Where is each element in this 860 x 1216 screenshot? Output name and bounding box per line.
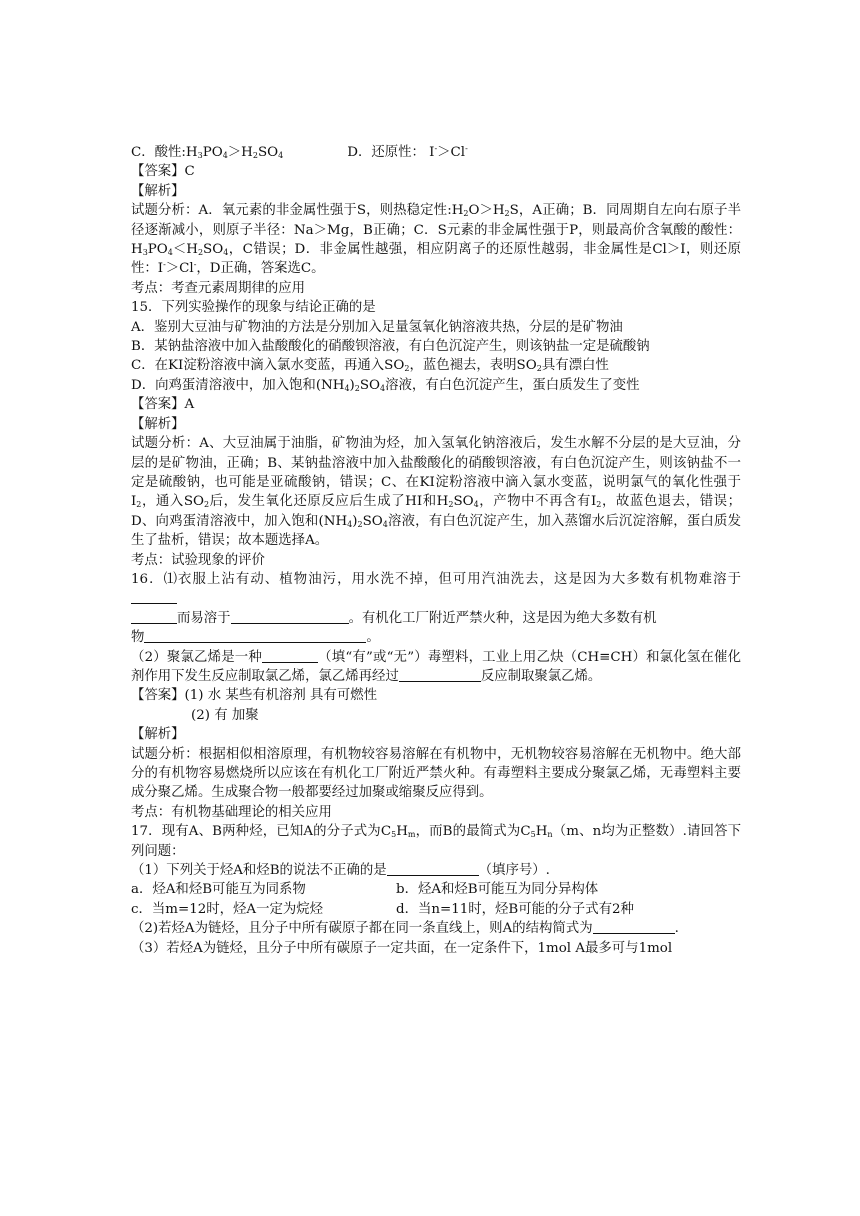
q15-analysis-heading: 【解析】 — [131, 416, 185, 432]
q14-kaodian: 考点：考查元素周期律的应用 — [131, 280, 306, 296]
q14-options-cd — [131, 143, 741, 162]
q15-option-a: A．鉴别大豆油与矿物油的方法是分别加入足量氢氧化钠溶液共热，分层的是矿物油 — [131, 319, 623, 335]
q16-part2: （2）聚氯乙烯是一种 （填“有”或“无”）毒塑料，工业上用乙炔（CH≡CH）和氯化氢在催化剂作用下发生反应制取氯乙烯，氯乙烯再经过 反应制取聚氯乙烯。 — [131, 649, 741, 684]
q16-part1-cont: 而易溶于 。有机化工厂附近严禁火种，这是因为绝大多数有机 — [131, 609, 741, 628]
document-page — [131, 143, 741, 958]
q17-option-a: a．烃A和烃B可能互为同系物 — [131, 882, 306, 898]
answer-blank[interactable] — [593, 920, 675, 934]
q14-option-c: C．酸性$:H_3PO_4>H_2SO_4$ — [131, 145, 284, 160]
q16-part1: 16．⑴衣服上沾有动、植物油污，用水洗不掉，但可用汽油洗去，这是因为大多数有机物难溶于 — [131, 570, 741, 609]
answer-blank[interactable] — [144, 629, 366, 643]
q16-analysis: 试题分析：根据相似相溶原理，有机物较容易溶解在有机物中，无机物较容易溶解在无机物中。绝大部分的有机物容易燃烧所以应该在有机化工厂附近严禁火种。有毒塑料主要成分聚氯乙烯，无毒塑料主要成分聚乙烯。生成聚合物一般都要经过加聚或缩聚反应得到。 — [131, 746, 741, 801]
answer-blank[interactable] — [131, 610, 177, 624]
q16-answer: 【答案】(1) 水 某些有机溶剂 具有可燃性 — [131, 688, 377, 704]
q14-analysis: 试题分析：A．氧元素的非金属性强于S，则热稳定性$:H_2O>H_2S$，A正确；B．同周期自左向右原子半径逐渐减小，则原子半径：Na＞Mg，B正确；C．S元素的非金属性强于P，则最高价含氧酸的酸性：$H_3PO_4<H_2SO_4$，C错误；D．非金属性越强，相应阴离子的还原性越弱，非金属性是Cl＞I，则还原性：I-＞Cl-，D正确，答案选C。 — [131, 203, 742, 277]
answer-blank[interactable] — [262, 649, 318, 663]
q17-stem: 17．现有A、B两种烃，已知A的分子式为$C_5H_m$，而B的最简式为$C_5H_n(m$、n均为正整数）.请回答下列问题： — [131, 824, 741, 859]
q15-option-b: B．某钠盐溶液中加入盐酸酸化的硝酸钡溶液，有白色沉淀产生，则该钠盐一定是硫酸钠 — [131, 339, 650, 355]
answer-blank[interactable] — [387, 862, 479, 876]
q17-options-cd — [131, 900, 741, 919]
q15-answer: 【答案】A — [131, 397, 195, 413]
answer-blank[interactable] — [231, 610, 349, 624]
q15-stem: 15．下列实验操作的现象与结论正确的是 — [131, 300, 376, 316]
q16-kaodian: 考点：有机物基础理论的相关应用 — [131, 804, 332, 820]
q14-answer: 【答案】C — [131, 164, 195, 180]
answer-blank[interactable] — [131, 590, 177, 604]
q17-options-ab — [131, 880, 741, 899]
q16-analysis-heading: 【解析】 — [131, 727, 185, 743]
q17-option-d: d．当n=11时，烃B可能的分子式有2种 — [396, 901, 634, 917]
q15-option-d: D．向鸡蛋清溶液中，加入饱和$(NH_4)_2SO_4$溶液，有白色沉淀产生，蛋白质发生了变性 — [131, 377, 640, 393]
q16-answer-part2: (2) 有 加聚 — [191, 707, 259, 723]
q16-part1-end: 物 。 — [131, 630, 380, 646]
q15-kaodian: 考点：试验现象的评价 — [131, 552, 265, 568]
q15-option-c: C．在KI淀粉溶液中滴入氯水变蓝，再通入$SO_2$，蓝色褪去，表明$SO_2$具有漂白性 — [131, 358, 609, 374]
q17-part1: （1）下列关于烃A和烃B的说法不正确的是 （填序号）. — [131, 863, 550, 879]
q15-analysis: 试题分析：A、大豆油属于油脂，矿物油为烃，加入氢氧化钠溶液后，发生水解不分层的是大豆油，分层的是矿物油，正确；B、某钠盐溶液中加入盐酸酸化的硝酸钡溶液，有白色沉淀产生，则该钠盐不一定是硫酸钠，也可能是亚硫酸钠，错误；C、在KI淀粉溶液中滴入氯水变蓝，说明氯气的氧化性强于$I_2$，通入$SO_2$后，发生氧化还原反应后生成了HI和$H_2SO_4$，产物中不再含有$I_2$，故蓝色退去，错误；D、向鸡蛋清溶液中，加入饱和$(NH_4)_2SO_4$溶液，有白色沉淀产生，加入蒸馏水后沉淀溶解，蛋白质发生了盐析，错误；故本题选择A。 — [131, 436, 742, 549]
q17-option-c: c．当m=12时，烃A一定为烷烃 — [131, 901, 324, 917]
q14-option-d: D．还原性： I-＞Cl- — [347, 144, 468, 160]
answer-blank[interactable] — [399, 668, 481, 682]
q17-part2: （2)若烃A为链烃，且分子中所有碳原子都在同一条直线上，则A的结构简式为 . — [131, 921, 679, 937]
q17-option-b: b．烃A和烃B可能互为同分异构体 — [396, 882, 599, 898]
q14-analysis-heading: 【解析】 — [131, 183, 185, 199]
q17-part3: （3）若烃A为链烃，且分子中所有碳原子一定共面，在一定条件下，1mol A最多可与1mol — [131, 940, 673, 956]
